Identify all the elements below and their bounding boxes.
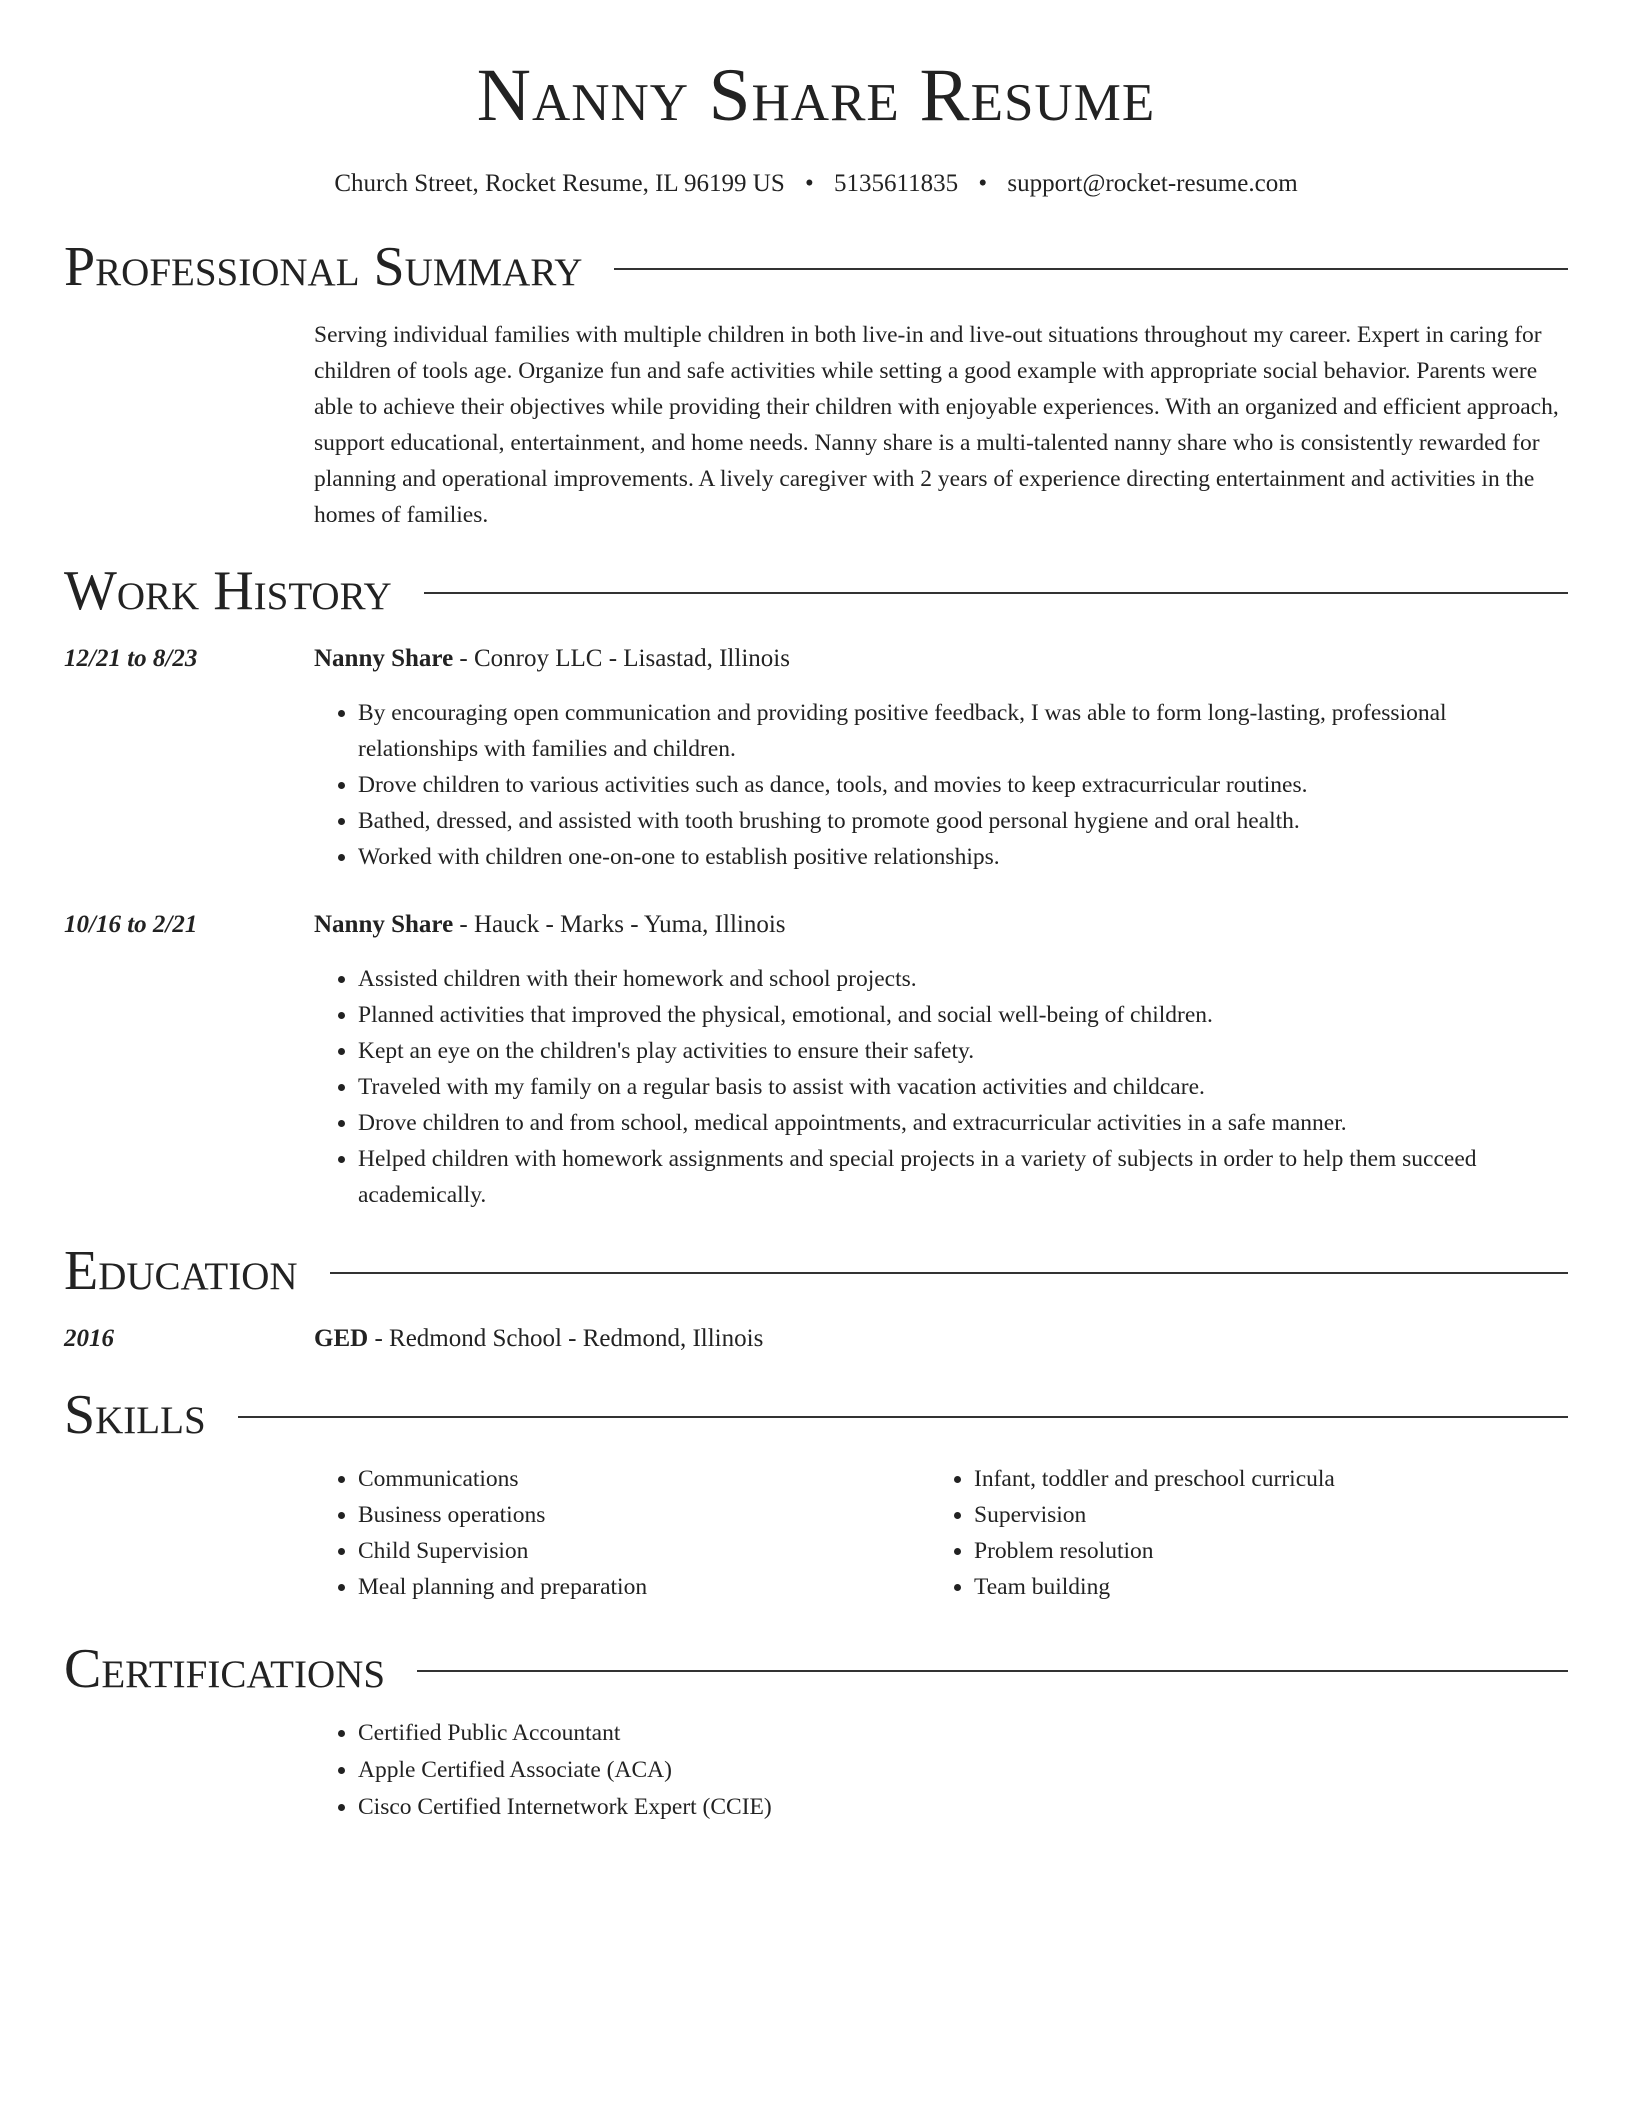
education-degree: GED bbox=[314, 1325, 369, 1352]
section-divider bbox=[417, 1670, 1568, 1672]
list-item: • Infant, toddler and preschool curricula bbox=[974, 1461, 1546, 1497]
section-title-education: Education bbox=[64, 1240, 298, 1302]
job-title-line bbox=[314, 641, 1568, 677]
job-employer: - Conroy LLC - Lisastad, Illinois bbox=[453, 645, 790, 672]
list-item: • Assisted children with their homework and school projects. bbox=[358, 961, 1568, 997]
summary-text: Serving individual families with multiple children in both live-in and live-out situations throughout my career. Expert in caring for children of tools age. Organize fun and safe activities while setting a good example with appropriate social behavior. Parents were able to achieve their objectives while providing their children with enjoyable experiences. With an organized and efficient approach, support educational, entertainment, and home needs. Nanny share is a multi-talented nanny share who is consistently rewarded for planning and operational improvements. A lively caregiver with 2 years of experience directing entertainment and activities in the homes of families. bbox=[314, 322, 1559, 528]
job-body bbox=[314, 907, 1568, 1213]
section-header-skills bbox=[64, 1384, 1568, 1446]
section-divider bbox=[330, 1272, 1568, 1274]
education-year: 2016 bbox=[64, 1325, 114, 1352]
skills-row bbox=[64, 1443, 1568, 1605]
skills-list-left bbox=[314, 1461, 930, 1605]
job-bullets bbox=[314, 961, 1568, 1213]
job-title: Nanny Share bbox=[314, 645, 454, 672]
list-item: • Drove children to various activities such as dance, tools, and movies to keep extracurricular routines. bbox=[358, 767, 1568, 803]
job-entry bbox=[64, 907, 1568, 1213]
contact-address: Church Street, Rocket Resume, IL 96199 US bbox=[334, 170, 785, 197]
list-item: • Team building bbox=[974, 1569, 1546, 1605]
list-item: • Kept an eye on the children's play activities to ensure their safety. bbox=[358, 1033, 1568, 1069]
section-title-work: Work History bbox=[64, 560, 392, 622]
resume-title: Nanny Share Resume bbox=[476, 54, 1156, 137]
list-item: • Certified Public Accountant bbox=[358, 1715, 1568, 1752]
contact-separator: • bbox=[804, 170, 814, 197]
summary-spacer bbox=[64, 317, 314, 533]
contact-email: support@rocket-resume.com bbox=[1007, 170, 1298, 197]
section-divider bbox=[424, 592, 1568, 594]
job-title: Nanny Share bbox=[314, 911, 454, 938]
list-item: • Drove children to and from school, medical appointments, and extracurricular activities in a safe manner. bbox=[358, 1105, 1568, 1141]
certifications-body bbox=[314, 1697, 1568, 1826]
job-body bbox=[314, 641, 1568, 875]
list-item: • Traveled with my family on a regular basis to assist with vacation activities and childcare. bbox=[358, 1069, 1568, 1105]
list-item: • Planned activities that improved the physical, emotional, and social well-being of children. bbox=[358, 997, 1568, 1033]
section-header-certifications bbox=[64, 1638, 1568, 1700]
contact-line bbox=[64, 169, 1568, 199]
list-item: • Cisco Certified Internetwork Expert (CCIE) bbox=[358, 1789, 1568, 1826]
section-title-certifications: Certifications bbox=[64, 1638, 386, 1700]
summary-row bbox=[64, 317, 1568, 533]
job-dates: 10/16 to 2/21 bbox=[64, 911, 198, 938]
section-divider bbox=[238, 1416, 1568, 1418]
contact-phone: 5135611835 bbox=[834, 170, 959, 197]
skills-list-right bbox=[930, 1461, 1546, 1605]
section-header-work bbox=[64, 560, 1568, 622]
list-item: • Apple Certified Associate (ACA) bbox=[358, 1752, 1568, 1789]
section-title-summary: Professional Summary bbox=[64, 236, 583, 298]
list-item: • Supervision bbox=[974, 1497, 1546, 1533]
list-item: • Helped children with homework assignments and special projects in a variety of subjects in order to help them succeed academically. bbox=[358, 1141, 1568, 1213]
section-header-summary bbox=[64, 236, 1568, 298]
certifications-spacer bbox=[64, 1697, 314, 1826]
certifications-list bbox=[314, 1715, 1568, 1826]
list-item: • Worked with children one-on-one to establish positive relationships. bbox=[358, 839, 1568, 875]
section-title-skills: Skills bbox=[64, 1384, 206, 1446]
job-title-line bbox=[314, 907, 1568, 943]
list-item: • Communications bbox=[358, 1461, 930, 1497]
list-item: • Problem resolution bbox=[974, 1533, 1546, 1569]
list-item: • By encouraging open communication and providing positive feedback, I was able to form long-lasting, professional relationships with families and children. bbox=[358, 695, 1568, 767]
contact-separator: • bbox=[978, 170, 988, 197]
skills-body bbox=[314, 1443, 1568, 1605]
education-school: - Redmond School - Redmond, Illinois bbox=[368, 1325, 764, 1352]
list-item: • Meal planning and preparation bbox=[358, 1569, 930, 1605]
list-item: • Bathed, dressed, and assisted with tooth brushing to promote good personal hygiene and oral health. bbox=[358, 803, 1568, 839]
section-divider bbox=[614, 268, 1568, 270]
education-line bbox=[314, 1321, 1568, 1357]
job-bullets bbox=[314, 695, 1568, 875]
section-header-education bbox=[64, 1240, 1568, 1302]
job-employer: - Hauck - Marks - Yuma, Illinois bbox=[453, 911, 786, 938]
certifications-row bbox=[64, 1697, 1568, 1826]
skills-spacer bbox=[64, 1443, 314, 1605]
list-item: • Business operations bbox=[358, 1497, 930, 1533]
job-dates: 12/21 to 8/23 bbox=[64, 645, 198, 672]
job-entry bbox=[64, 641, 1568, 875]
skills-grid bbox=[314, 1461, 1568, 1605]
list-item: • Child Supervision bbox=[358, 1533, 930, 1569]
education-entry bbox=[64, 1321, 1568, 1357]
